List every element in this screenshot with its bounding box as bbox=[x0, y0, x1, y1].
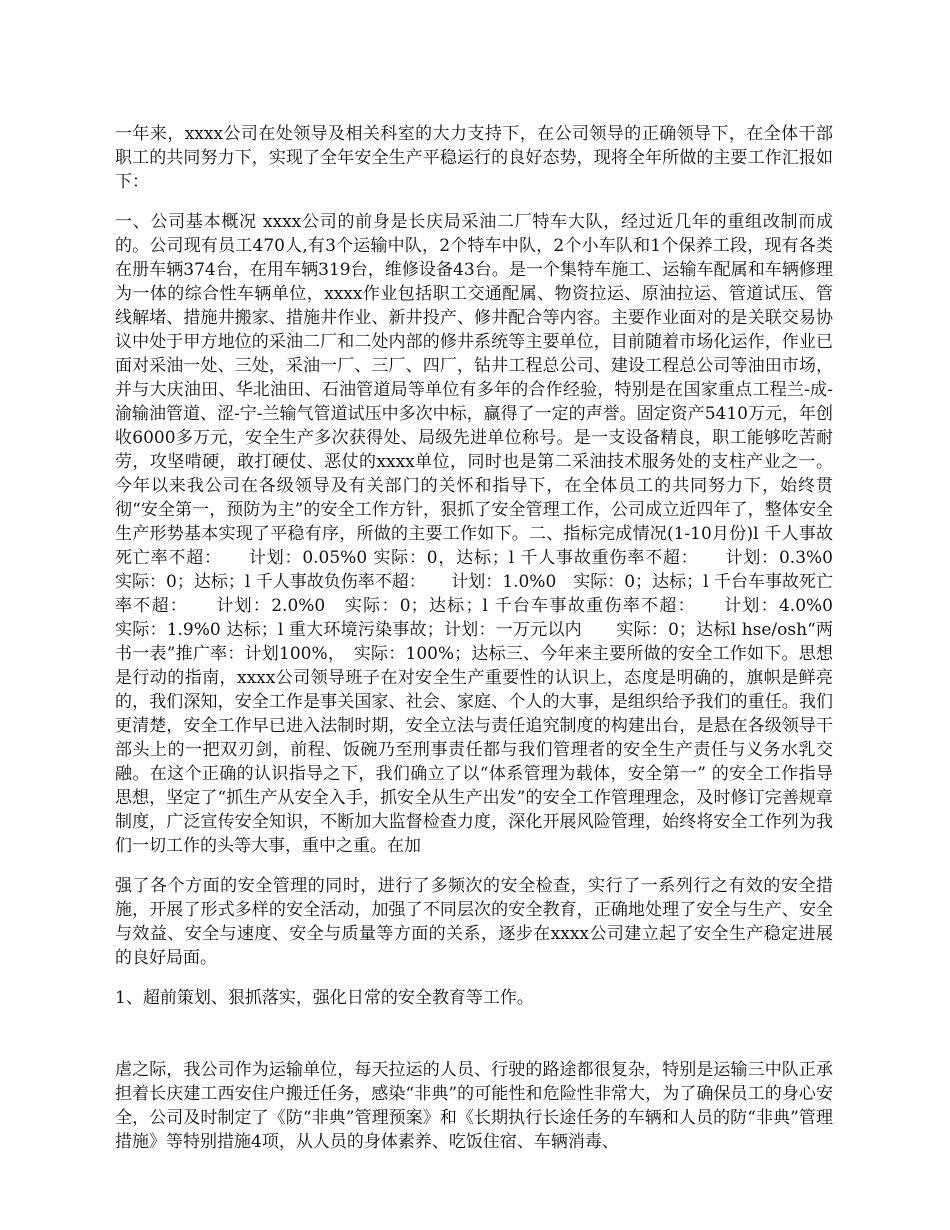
sars-measures-paragraph: 虐之际，我公司作为运输单位，每天拉运的人员、行驶的路途都很复杂，特别是运输三中队正承担着长庆建工西安住户搬迁任务，感染“非典”的可能性和危险性非常大，为了确保员工的身心安全，公司及时制定了《防“非典”管理预案》和《长期执行长途任务的车辆和人员的防“非典”管理措施》等特别措施4项，从人员的身体素养、吃饭住宿、车辆消毒、 bbox=[115, 1060, 833, 1152]
overview-paragraph: 一、公司基本概况 xxxx公司的前身是长庆局采油二厂特车大队，经过近几年的重组改制而成的。公司现有员工470人,有3个运输中队，2个特车中队，2个小车队和1个保养工段，现有各类在册车辆374台，在用车辆319台，维修设备43台。是一个集特车施工、运输车配属和车辆修理为一体的综合性车辆单位，xxxx作业包括职工交通配属、物资拉运、原油拉运、管道试压、管线解堵、措施井搬家、措施井作业、新井投产、修井配合等内容。主要作业面对的是关联交易协议中处于甲方地位的采油二厂和二处内部的修井系统等主要单位，目前随着市场化运作，作业已面对采油一处、三处，采油一厂、三厂、四厂，钻井工程总公司、建设工程总公司等油田市场，并与大庆油田、华北油田、石油管道局等单位有多年的合作经验，特别是在国家重点工程兰-成-渝输油管道、涩-宁-兰输气管道试压中多次中标，赢得了一定的声誉。固定资产5410万元，年创收6000多万元，安全生产多次获得处、局级先进单位称号。是一支设备精良，职工能够吃苦耐劳，攻坚啃硬，敢打硬仗、恶仗的xxxx单位，同时也是第二采油技术服务处的支柱产业之一。今年以来我公司在各级领导及有关部门的关怀和指导下，在全体员工的共同努力下，始终贯彻“安全第一，预防为主”的安全工作方针，狠抓了安全管理工作，公司成立近四年了，整体安全生产形势基本实现了平稳有序，所做的主要工作如下。二、指标完成情况(1-10月份)l 千人事故死亡率不超： 计划：0.05%0 实际：0，达标；l 千人事故重伤率不超： 计划：0.3%0 实际：0；达标；l 千人事故负伤率不超： 计划：1.0%0 实际：0；达标；l 千台车事故死亡率不超： 计划：2.0%0 实际：0；达标；l 千台车事故重伤率不超： 计划：4.0%0 实际：1.9%0 达标；l 重大环境污染事故；计划：一万元以内 实际：0；达标l hse/osh“两书一表”推广率：计划100%， 实际：100%；达标三、今年来主要所做的安全工作如下。思想是行动的指南，xxxx公司领导班子在对安全生产重要性的认识上，态度是明确的，旗帜是鲜亮的，我们深知，安全工作是事关国家、社会、家庭、个人的大事，是组织给予我们的重任。我们更清楚，安全工作早已进入法制时期，安全立法与责任追究制度的构建出台，是悬在各级领导干部头上的一把双刃剑，前程、饭碗乃至刑事责任都与我们管理者的安全生产责任与义务水乳交融。在这个正确的认识指导之下，我们确立了以“体系管理为载体，安全第一” 的安全工作指导思想，坚定了“抓生产从安全入手，抓安全从生产出发”的安全工作管理理念，及时修订完善规章制度，广泛宣传安全知识，不断加大监督检查力度，深化开展风险管理，始终将安全工作列为我们一切工作的头等大事，重中之重。在加 bbox=[115, 212, 867, 856]
safety-management-paragraph: 强了各个方面的安全管理的同时，进行了多频次的安全检查，实行了一系列行之有效的安全措施，开展了形式多样的安全活动，加强了不同层次的安全教育，正确地处理了安全与生产、安全与效益、安全与速度、安全与质量等方面的关系，逐步在xxxx公司建立起了安全生产稳定进展的良好局面。 bbox=[115, 876, 833, 968]
intro-paragraph: 一年来，xxxx公司在处领导及相关科室的大力支持下，在公司领导的正确领导下，在全体干部职工的共同努力下，实现了全年安全生产平稳运行的良好态势，现将全年所做的主要工作汇报如下： bbox=[115, 124, 833, 192]
document-body bbox=[115, 122, 867, 1170]
section-heading-1: 1、超前策划、狠抓落实，强化日常的安全教育等工作。 bbox=[115, 988, 534, 1008]
page-gap bbox=[115, 1026, 833, 1058]
